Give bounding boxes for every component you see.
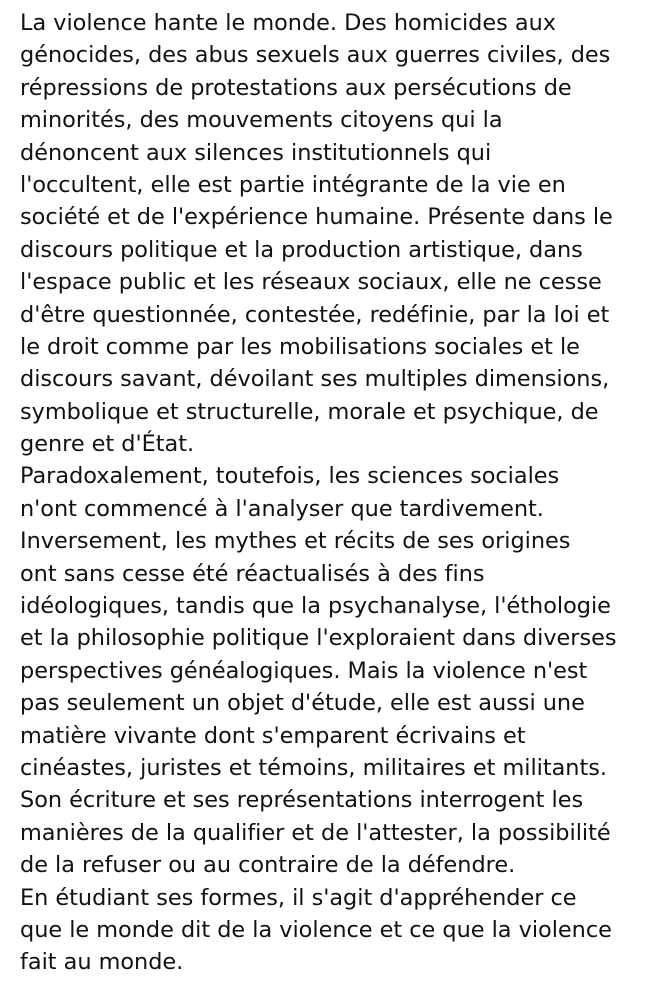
text-line: d'être questionnée, contestée, redéfinie, par la loi et — [20, 301, 610, 328]
text-line: fait au monde. — [20, 949, 184, 976]
paragraph-1 — [20, 7, 652, 460]
text-line: ont sans cesse été réactualisés à des fins — [20, 560, 485, 587]
text-line: En étudiant ses formes, il s'agit d'appréhender ce — [20, 884, 577, 911]
text-line: Paradoxalement, toutefois, les sciences sociales — [20, 463, 560, 490]
text-line: Inversement, les mythes et récits de ses origines — [20, 528, 571, 555]
text-line: génocides, des abus sexuels aux guerres civiles, des — [20, 42, 611, 69]
text-line: répressions de protestations aux persécutions de — [20, 74, 572, 101]
text-line: et la philosophie politique l'exploraient dans diverses — [20, 625, 617, 652]
text-line: le droit comme par les mobilisations sociales et le — [20, 333, 580, 360]
text-line: minorités, des mouvements citoyens qui la — [20, 107, 503, 134]
text-line: cinéastes, juristes et témoins, militaires et militants. — [20, 754, 607, 781]
text-line: discours savant, dévoilant ses multiples dimensions, — [20, 366, 610, 393]
text-line: de la refuser ou au contraire de la défendre. — [20, 852, 516, 879]
paragraph-3 — [20, 882, 652, 979]
paragraph-2 — [20, 460, 652, 881]
text-line: Son écriture et ses représentations interrogent les — [20, 787, 584, 814]
text-line: l'espace public et les réseaux sociaux, elle ne cesse — [20, 269, 602, 296]
text-line: manières de la qualifier et de l'attester, la possibilité — [20, 819, 611, 846]
text-line: dénoncent aux silences institutionnels qui — [20, 139, 492, 166]
text-line: perspectives généalogiques. Mais la violence n'est — [20, 657, 588, 684]
text-line: que le monde dit de la violence et ce que la violence — [20, 916, 612, 943]
text-line: pas seulement un objet d'étude, elle est aussi une — [20, 690, 585, 717]
text-line: société et de l'expérience humaine. Présente dans le — [20, 204, 613, 231]
text-line: genre et d'État. — [20, 431, 195, 458]
text-line: l'occultent, elle est partie intégrante de la vie en — [20, 171, 566, 198]
text-line: symbolique et structurelle, morale et psychique, de — [20, 398, 599, 425]
text-line: n'ont commencé à l'analyser que tardivement. — [20, 495, 544, 522]
text-line: La violence hante le monde. Des homicides aux — [20, 10, 556, 36]
text-line: discours politique et la production artistique, dans — [20, 236, 583, 263]
text-line: matière vivante dont s'emparent écrivains et — [20, 722, 526, 749]
text-line: idéologiques, tandis que la psychanalyse, l'éthologie — [20, 593, 611, 620]
